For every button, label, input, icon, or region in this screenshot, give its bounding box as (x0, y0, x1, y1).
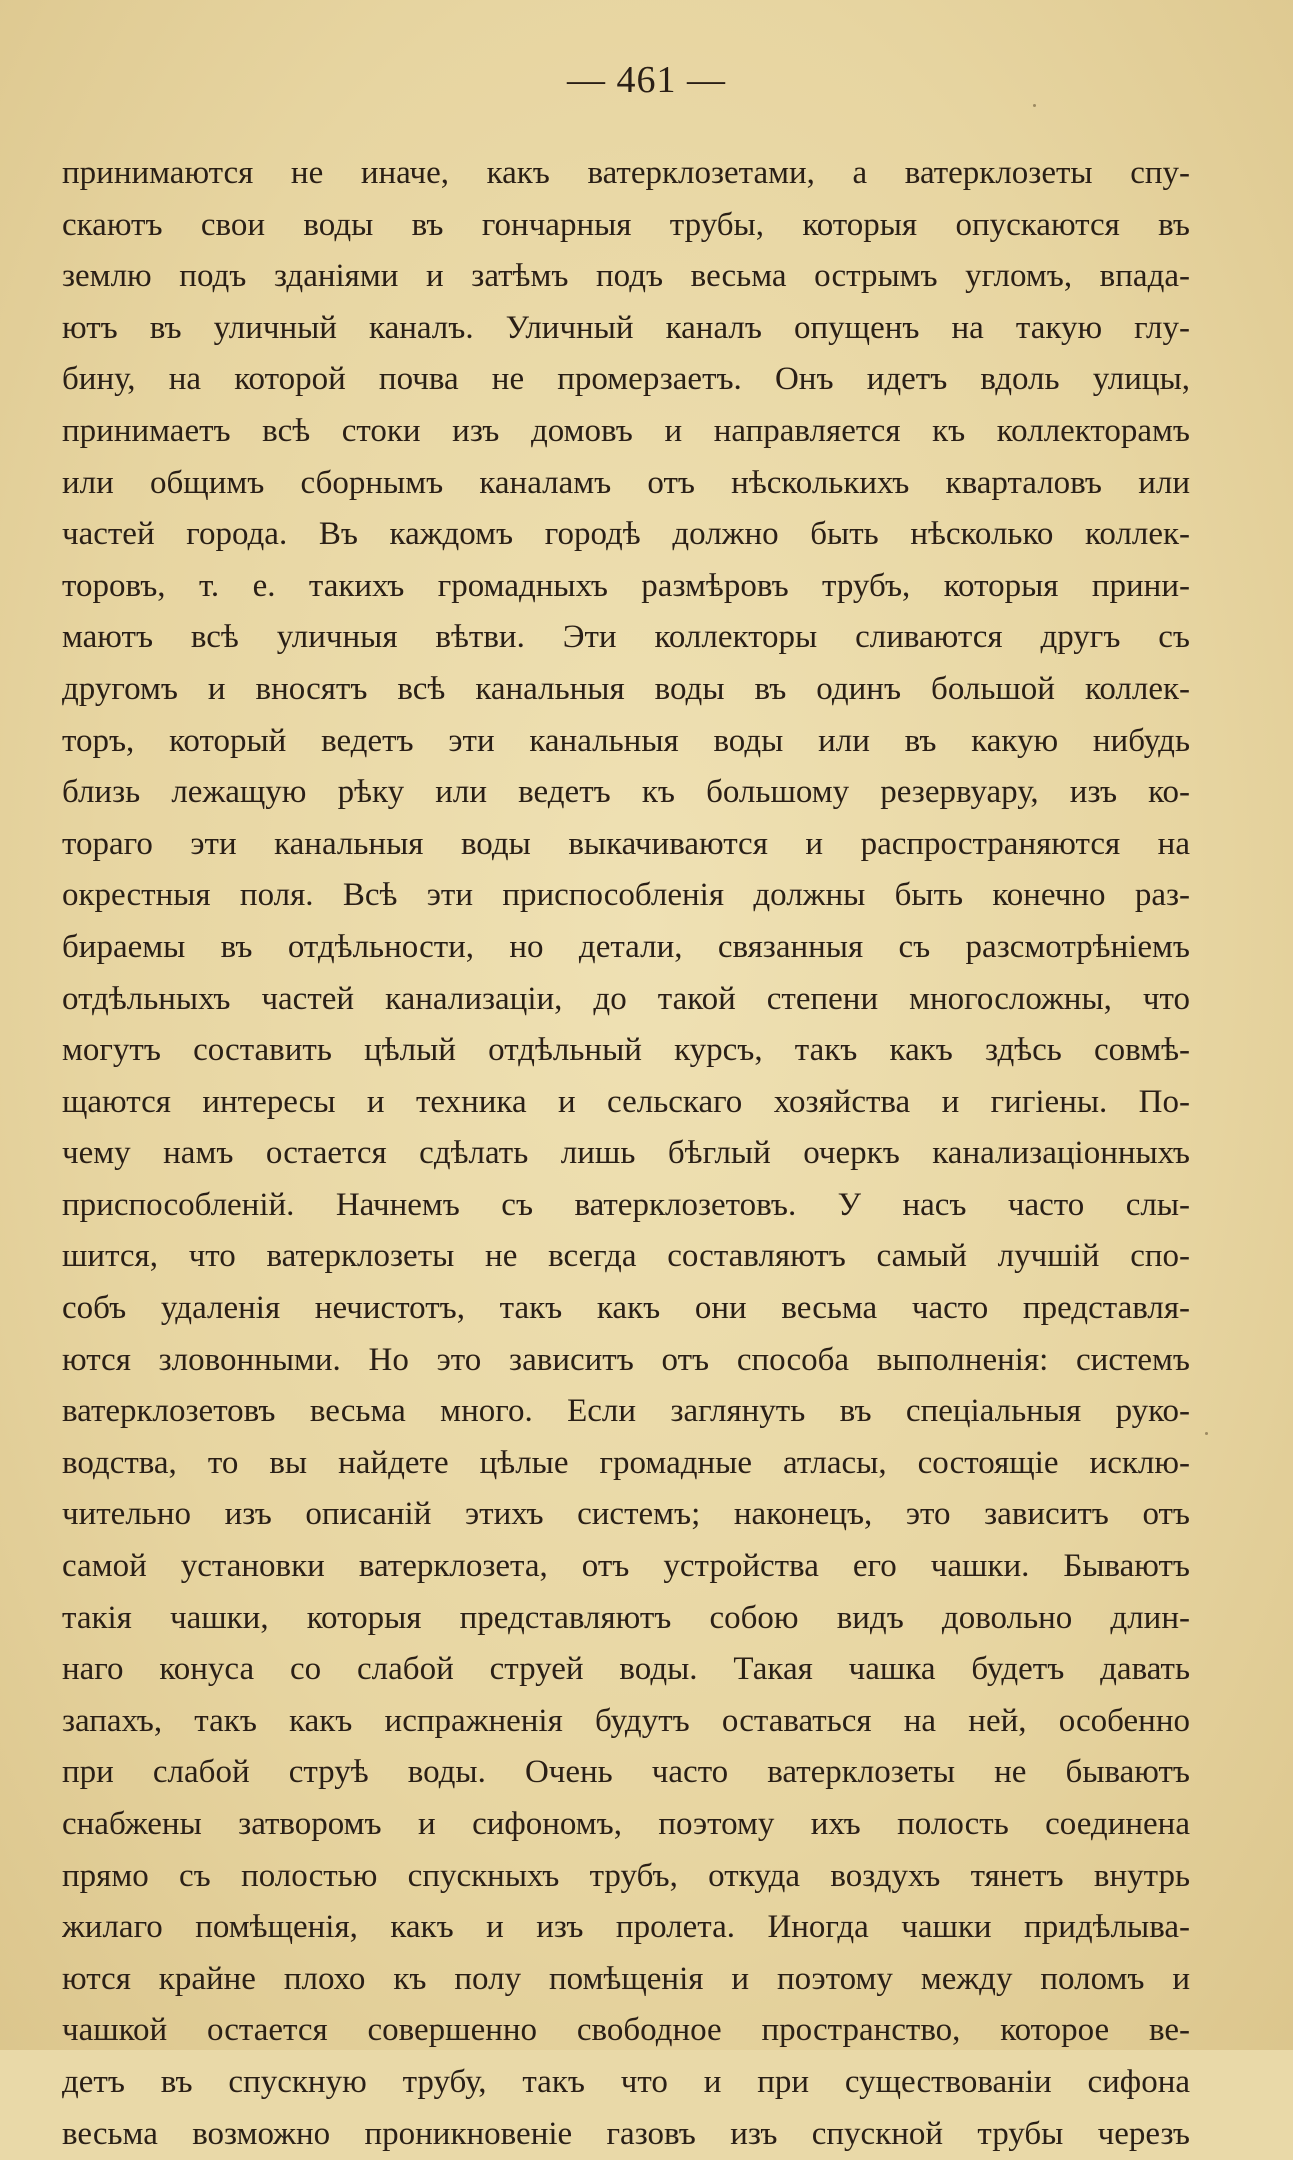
text-line: окрестныя поля. Всѣ эти приспособленія должны быть конечно раз- (62, 877, 1190, 914)
text-line: приспособленій. Начнемъ съ ватерклозетовъ. У насъ часто слы- (62, 1186, 1190, 1223)
text-line: другомъ и вносятъ всѣ канальныя воды въ одинъ большой коллек- (62, 670, 1190, 707)
text-line: жилаго помѣщенія, какъ и изъ пролета. Иногда чашки придѣлыва- (62, 1909, 1190, 1946)
text-line: чительно изъ описаній этихъ системъ; наконецъ, это зависитъ отъ (62, 1496, 1190, 1533)
text-line: ются крайне плохо къ полу помѣщенія и поэтому между поломъ и (62, 1960, 1190, 1997)
text-line: частей города. Въ каждомъ городѣ должно быть нѣсколько коллек- (62, 516, 1190, 553)
text-line: отдѣльныхъ частей канализаціи, до такой степени многосложны, что (62, 980, 1190, 1017)
text-line: бину, на которой почва не промерзаетъ. Онъ идетъ вдоль улицы, (62, 361, 1190, 398)
text-line: принимаетъ всѣ стоки изъ домовъ и направляется къ коллекторамъ (62, 412, 1190, 449)
text-line: такія чашки, которыя представляютъ собою видъ довольно длин- (62, 1599, 1190, 1636)
text-line: принимаются не иначе, какъ ватерклозетами, а ватерклозеты спу- (62, 155, 1190, 191)
text-line: снабжены затворомъ и сифономъ, поэтому ихъ полость соединена (62, 1806, 1190, 1842)
text-line: щаются интересы и техника и сельскаго хозяйства и гигіены. По- (62, 1083, 1190, 1120)
text-line: наго конуса со слабой струей воды. Такая чашка будетъ давать (62, 1651, 1190, 1688)
text-line: прямо съ полостью спускныхъ трубъ, откуда воздухъ тянетъ внутрь (62, 1857, 1190, 1894)
text-line: маютъ всѣ уличныя вѣтви. Эти коллекторы сливаются другъ съ (62, 619, 1190, 656)
text-line: весьма возможно проникновеніе газовъ изъ спускной трубы черезъ (62, 2115, 1190, 2152)
text-line: чашкой остается совершенно свободное пространство, которое ве- (62, 2012, 1190, 2049)
paper-speck (1205, 1432, 1208, 1435)
text-line: водства, то вы найдете цѣлые громадные атласы, состоящіе исклю- (62, 1444, 1190, 1481)
text-line: шится, что ватерклозеты не всегда составляютъ самый лучшій спо- (62, 1238, 1190, 1275)
text-line: ютъ въ уличный каналъ. Уличный каналъ опущенъ на такую глу- (62, 309, 1190, 346)
text-line: землю подъ зданіями и затѣмъ подъ весьма острымъ угломъ, впада- (62, 258, 1190, 295)
text-line: собъ удаленія нечистотъ, такъ какъ они весьма часто представля- (62, 1290, 1190, 1327)
text-line: тораго эти канальныя воды выкачиваются и распространяются на (62, 825, 1190, 862)
text-line: детъ въ спускную трубу, такъ что и при существованіи сифона (62, 2063, 1190, 2100)
text-line: ватерклозетовъ весьма много. Если заглянуть въ спеціальныя руко- (62, 1393, 1190, 1430)
text-line: могутъ составить цѣлый отдѣльный курсъ, такъ какъ здѣсь совмѣ- (62, 1032, 1190, 1069)
text-line: при слабой струѣ воды. Очень часто ватерклозеты не бываютъ (62, 1754, 1190, 1791)
text-line: близь лежащую рѣку или ведетъ къ большому резервуару, изъ ко- (62, 774, 1190, 811)
text-line: бираемы въ отдѣльности, но детали, связанныя съ разсмотрѣніемъ (62, 928, 1190, 965)
text-line: самой установки ватерклозета, отъ устройства его чашки. Бываютъ (62, 1548, 1190, 1585)
text-line: торовъ, т. е. такихъ громадныхъ размѣровъ трубъ, которыя прини- (62, 567, 1190, 604)
text-line: ются зловонными. Но это зависитъ отъ способа выполненія: системъ (62, 1341, 1190, 1378)
page-number: — 461 — (567, 59, 726, 101)
text-line: торъ, который ведетъ эти канальныя воды или въ какую нибудь (62, 722, 1190, 759)
paper-speck (1033, 104, 1036, 107)
text-line: или общимъ сборнымъ каналамъ отъ нѣсколькихъ кварталовъ или (62, 464, 1190, 501)
body-text (62, 148, 1190, 2160)
text-line: скаютъ свои воды въ гончарныя трубы, которыя опускаются въ (62, 206, 1190, 243)
text-line: запахъ, такъ какъ испражненія будутъ оставаться на ней, особенно (62, 1702, 1190, 1739)
text-line: чему намъ остается сдѣлать лишь бѣглый очеркъ канализаціонныхъ (62, 1135, 1190, 1172)
